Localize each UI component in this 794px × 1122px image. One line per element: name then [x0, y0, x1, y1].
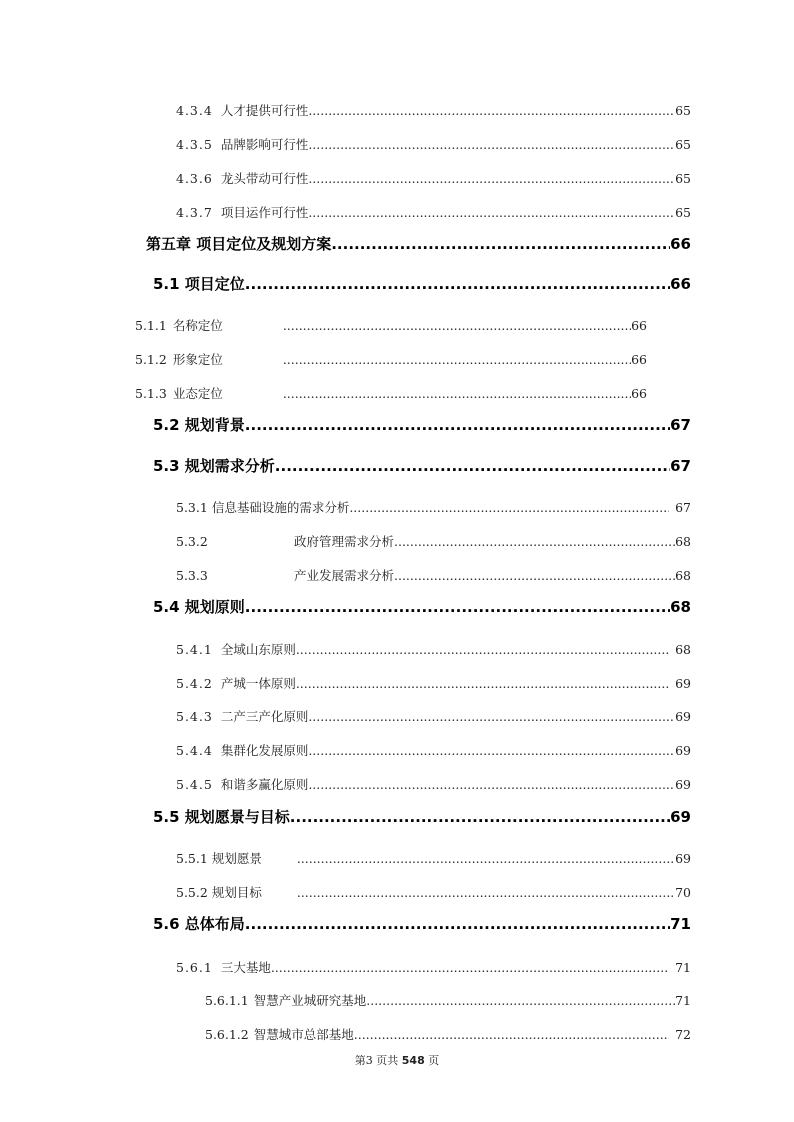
toc-leader-dots	[297, 851, 675, 866]
toc-title: 5.5 规划愿景与目标	[153, 808, 290, 826]
toc-title: 项目运作可行性	[220, 205, 309, 220]
toc-number: 5.6.1.2	[205, 1027, 249, 1042]
toc-page-number: 65	[675, 137, 691, 152]
toc-entry-5-4-1[interactable]	[176, 640, 691, 658]
toc-page-number: 69	[675, 743, 691, 758]
toc-title: 业态定位	[172, 386, 223, 401]
toc-title: 第五章 项目定位及规划方案	[146, 235, 332, 253]
toc-leader-dots	[308, 137, 675, 152]
toc-leader-dots	[394, 534, 675, 549]
toc-title: 产业发展需求分析	[294, 568, 395, 583]
toc-entry-5-4-4[interactable]	[176, 741, 691, 759]
toc-section-5-5[interactable]	[153, 806, 691, 827]
toc-leader-dots	[308, 205, 675, 220]
toc-leader-dots	[297, 885, 675, 900]
toc-section-5-3[interactable]	[153, 455, 691, 476]
toc-number: 4.3.6	[176, 171, 213, 186]
toc-number: 4.3.7	[176, 205, 213, 220]
toc-entry-4-3-4[interactable]	[176, 101, 691, 119]
toc-title: 二产三产化原则	[220, 709, 309, 724]
toc-number: 5.4.3	[176, 709, 213, 724]
toc-number: 5.6.1.1	[205, 993, 249, 1008]
toc-page-number: 69	[675, 851, 691, 866]
toc-number: 5.4.1	[176, 642, 213, 657]
toc-entry-4-3-5[interactable]	[176, 135, 691, 153]
toc-page-number: 66	[670, 275, 691, 293]
toc-page-number: 71	[675, 993, 691, 1008]
toc-page-number: 68	[675, 534, 691, 549]
toc-entry-5-3-3[interactable]	[176, 566, 691, 584]
page-footer	[0, 1052, 794, 1068]
toc-title: 人才提供可行性	[220, 103, 309, 118]
toc-leader-dots	[245, 598, 670, 616]
toc-number: 5.1.3	[135, 386, 167, 401]
toc-leader-dots	[283, 318, 631, 333]
toc-number: 5.4.4	[176, 743, 213, 758]
toc-title: 三大基地	[220, 960, 271, 975]
toc-title: 产城一体原则	[220, 676, 296, 691]
toc-leader-dots	[271, 960, 669, 975]
toc-leader-dots	[366, 993, 675, 1008]
toc-page-number: 70	[675, 885, 691, 900]
toc-entry-5-6-1[interactable]	[176, 958, 691, 976]
toc-title: 全域山东原则	[220, 642, 296, 657]
toc-page-number: 65	[675, 171, 691, 186]
toc-leader-dots	[308, 171, 675, 186]
toc-page-number: 69	[670, 808, 691, 826]
toc-page-number: 65	[675, 103, 691, 118]
toc-title: 5.3 规划需求分析	[153, 457, 275, 475]
toc-page-number: 68	[675, 568, 691, 583]
toc-leader-dots	[296, 642, 669, 657]
toc-section-5-2[interactable]	[153, 414, 691, 435]
toc-entry-5-6-1-1[interactable]	[205, 991, 691, 1009]
toc-number: 5.3.3	[176, 568, 208, 583]
toc-entry-5-1-2[interactable]	[135, 350, 647, 368]
toc-title: 规划愿景	[211, 851, 262, 866]
toc-entry-5-4-3[interactable]	[176, 707, 691, 725]
toc-entry-4-3-7[interactable]	[176, 203, 691, 221]
toc-title: 智慧城市总部基地	[253, 1027, 354, 1042]
toc-title: 5.6 总体布局	[153, 915, 245, 933]
toc-number: 5.3.1	[176, 500, 208, 515]
footer-current-page: 3	[365, 1054, 373, 1067]
footer-total-pages: 548	[401, 1054, 425, 1067]
toc-leader-dots	[308, 709, 675, 724]
toc-leader-dots	[290, 808, 670, 826]
toc-page-number: 69	[675, 676, 691, 691]
toc-title: 名称定位	[172, 318, 223, 333]
toc-entry-5-5-1[interactable]	[176, 849, 691, 867]
toc-entry-5-1-3[interactable]	[135, 384, 647, 402]
toc-page-number: 68	[675, 642, 691, 657]
toc-page-number: 66	[670, 235, 691, 253]
toc-number: 5.1.1	[135, 318, 167, 333]
toc-chapter-5[interactable]	[146, 233, 691, 254]
toc-title: 规划目标	[211, 885, 262, 900]
toc-entry-5-4-5[interactable]	[176, 775, 691, 793]
toc-leader-dots	[275, 457, 670, 475]
toc-number: 4.3.5	[176, 137, 213, 152]
toc-leader-dots	[349, 500, 669, 515]
toc-page-number: 71	[675, 960, 691, 975]
toc-leader-dots	[296, 676, 669, 691]
toc-number: 5.1.2	[135, 352, 167, 367]
toc-section-5-1[interactable]	[153, 273, 691, 294]
toc-section-5-6[interactable]	[153, 913, 691, 934]
toc-page-number: 66	[631, 318, 647, 333]
toc-page-number: 67	[670, 416, 691, 434]
toc-number: 5.6.1	[176, 960, 213, 975]
toc-page-number: 71	[670, 915, 691, 933]
toc-page-number: 66	[631, 386, 647, 401]
toc-page-number: 72	[675, 1027, 691, 1042]
footer-middle: 页共	[376, 1054, 399, 1067]
toc-leader-dots	[308, 777, 675, 792]
toc-number: 5.5.1	[176, 851, 208, 866]
toc-page-number: 68	[670, 598, 691, 616]
toc-leader-dots	[245, 416, 670, 434]
toc-title: 信息基础设施的需求分析	[211, 500, 350, 515]
toc-number: 5.4.2	[176, 676, 213, 691]
toc-entry-5-1-1[interactable]	[135, 316, 647, 334]
toc-title: 集群化发展原则	[220, 743, 309, 758]
toc-title: 形象定位	[172, 352, 223, 367]
toc-section-5-4[interactable]	[153, 596, 691, 617]
toc-entry-5-3-2[interactable]	[176, 532, 691, 550]
toc-number: 5.4.5	[176, 777, 213, 792]
toc-leader-dots	[283, 386, 631, 401]
toc-page-number: 69	[675, 777, 691, 792]
toc-page-number: 65	[675, 205, 691, 220]
toc-leader-dots	[331, 235, 670, 253]
toc-number: 4.3.4	[176, 103, 213, 118]
toc-entry-4-3-6[interactable]	[176, 169, 691, 187]
toc-leader-dots	[245, 275, 670, 293]
footer-suffix: 页	[428, 1054, 440, 1067]
toc-title: 5.4 规划原则	[153, 598, 245, 616]
toc-title: 5.2 规划背景	[153, 416, 245, 434]
toc-entry-5-6-1-2[interactable]	[205, 1025, 691, 1043]
toc-entry-5-5-2[interactable]	[176, 883, 691, 901]
toc-leader-dots	[354, 1027, 669, 1042]
toc-leader-dots	[308, 743, 675, 758]
toc-leader-dots	[394, 568, 675, 583]
toc-page-number: 66	[631, 352, 647, 367]
toc-entry-5-3-1[interactable]	[176, 498, 691, 516]
toc-leader-dots	[283, 352, 631, 367]
toc-title: 政府管理需求分析	[294, 534, 395, 549]
toc-page-number: 69	[675, 709, 691, 724]
toc-entry-5-4-2[interactable]	[176, 674, 691, 692]
toc-number: 5.5.2	[176, 885, 208, 900]
toc-title: 龙头带动可行性	[220, 171, 309, 186]
footer-prefix: 第	[354, 1054, 366, 1067]
toc-title: 5.1 项目定位	[153, 275, 245, 293]
toc-page-number: 67	[670, 457, 691, 475]
toc-page-number: 67	[675, 500, 691, 515]
toc-leader-dots	[245, 915, 670, 933]
toc-title: 品牌影响可行性	[220, 137, 309, 152]
toc-number: 5.3.2	[176, 534, 208, 549]
toc-title: 智慧产业城研究基地	[253, 993, 367, 1008]
toc-title: 和谐多赢化原则	[220, 777, 309, 792]
toc-leader-dots	[308, 103, 675, 118]
